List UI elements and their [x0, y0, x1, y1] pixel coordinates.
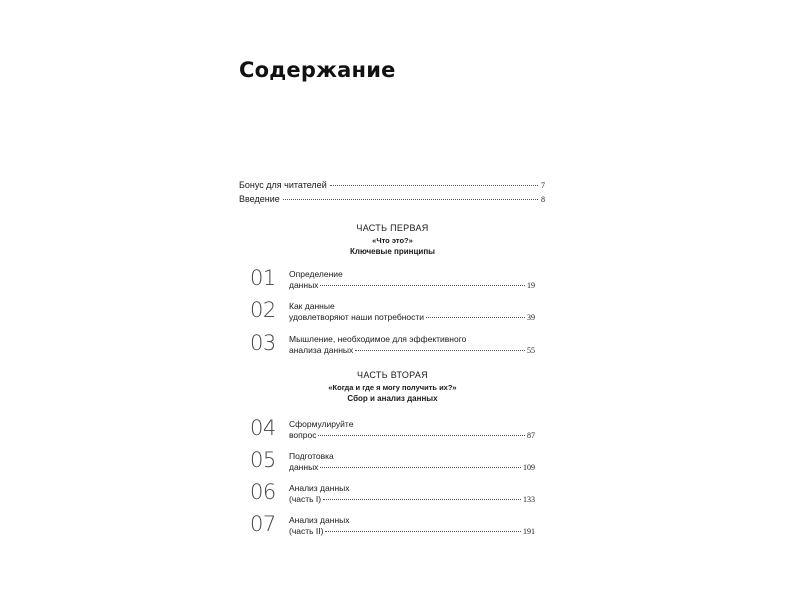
dot-leader — [325, 531, 521, 532]
chapter-page: 55 — [527, 346, 535, 355]
chapter-number: 01 — [250, 266, 276, 290]
chapter-title-line1: Анализ данных — [289, 483, 350, 493]
chapter-title-line1: Определение — [289, 269, 343, 279]
part-subtitle: «Что это?» — [372, 236, 413, 245]
chapter-title-line2 — [289, 430, 535, 441]
dot-leader — [323, 499, 521, 500]
chapter-title-line1: Мышление, необходимое для эффективного — [289, 334, 467, 344]
chapter-title-line2 — [289, 526, 535, 537]
toc-entry-label: Бонус для читателей — [239, 180, 327, 190]
chapter-title-text: (часть II) — [289, 526, 324, 536]
part-name: Сбор и анализ данных — [347, 394, 438, 403]
chapter-page: 191 — [523, 527, 535, 536]
part-label: ЧАСТЬ ВТОРАЯ — [357, 370, 428, 380]
chapter-title-text: анализа данных — [289, 345, 354, 355]
chapter-title-text: вопрос — [289, 430, 317, 440]
toc-entry-page: 7 — [541, 181, 545, 190]
dot-leader — [283, 199, 538, 200]
chapter-number: 06 — [250, 480, 276, 504]
page-title: Содержание — [239, 58, 396, 82]
chapter-page: 133 — [523, 495, 535, 504]
chapter-page: 19 — [527, 281, 535, 290]
chapter-06[interactable] — [250, 480, 535, 509]
chapter-title-line1: Сформулируйте — [289, 419, 354, 429]
chapter-title-line2 — [289, 462, 535, 473]
chapter-number: 03 — [250, 331, 276, 355]
dot-leader — [320, 285, 525, 286]
chapter-03[interactable] — [250, 331, 535, 360]
dot-leader — [330, 185, 538, 186]
toc-entry-page: 8 — [541, 195, 545, 204]
chapter-number: 05 — [250, 448, 276, 472]
part-name: Ключевые принципы — [350, 247, 435, 256]
chapter-01[interactable] — [250, 266, 535, 295]
part-label: ЧАСТЬ ПЕРВАЯ — [356, 223, 429, 233]
chapter-title-text: данных — [289, 280, 319, 290]
chapter-title-line2 — [289, 494, 535, 505]
chapter-page: 87 — [527, 431, 535, 440]
chapter-07[interactable] — [250, 512, 535, 541]
chapter-04[interactable] — [250, 416, 535, 445]
dot-leader — [426, 317, 525, 318]
chapter-number: 02 — [250, 298, 276, 322]
toc-entry-label: Введение — [239, 194, 280, 204]
chapter-title-line2 — [289, 312, 535, 323]
chapter-05[interactable] — [250, 448, 535, 477]
toc-entry-bonus[interactable] — [239, 180, 545, 191]
chapter-title-line2 — [289, 280, 535, 291]
part-header-1 — [240, 222, 545, 257]
toc-entry-introduction[interactable] — [239, 194, 545, 205]
chapter-number: 04 — [250, 416, 276, 440]
chapter-title-text: (часть I) — [289, 494, 322, 504]
chapter-title-line1: Как данные — [289, 301, 335, 311]
chapter-page: 109 — [523, 463, 535, 472]
dot-leader — [318, 435, 525, 436]
dot-leader — [355, 350, 525, 351]
chapter-title-text: удовлетворяют наши потребности — [289, 312, 425, 322]
chapter-title-line2 — [289, 345, 535, 356]
chapter-title-text: данных — [289, 462, 319, 472]
chapter-number: 07 — [250, 512, 276, 536]
chapter-page: 39 — [527, 313, 535, 322]
part-header-2 — [240, 369, 545, 404]
chapter-title-line1: Подготовка — [289, 451, 334, 461]
part-subtitle: «Когда и где я могу получить их?» — [328, 383, 457, 392]
dot-leader — [320, 467, 521, 468]
chapter-02[interactable] — [250, 298, 535, 327]
chapter-title-line1: Анализ данных — [289, 515, 350, 525]
